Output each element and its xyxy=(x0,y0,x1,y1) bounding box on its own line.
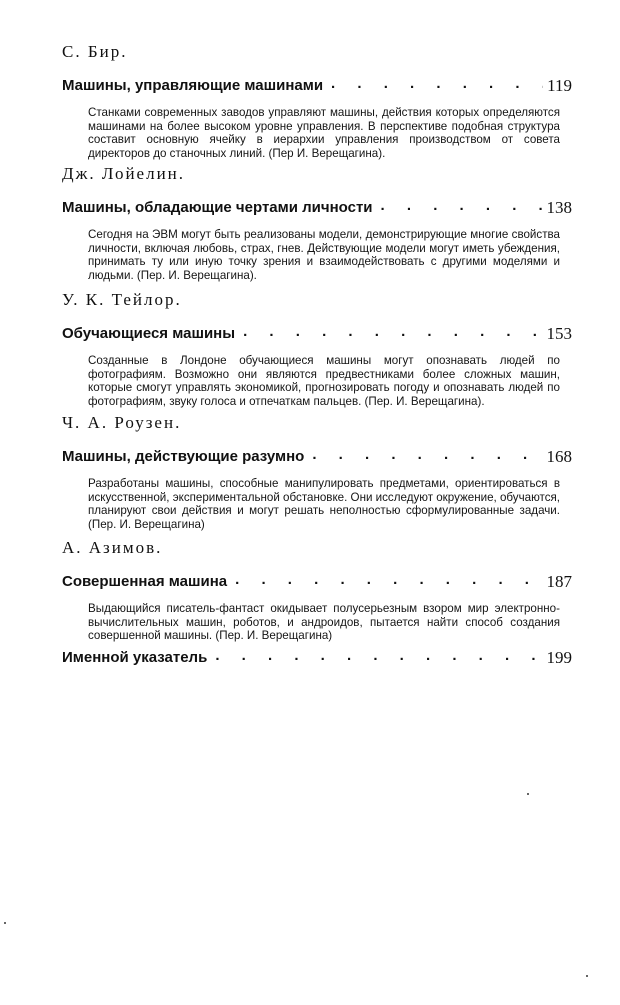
index-title[interactable]: Именной указатель xyxy=(62,649,208,666)
entry-page-number: 153 xyxy=(546,324,572,343)
dot-leader xyxy=(243,325,542,341)
dot-leader xyxy=(312,448,542,464)
entry-summary: Станками современных заводов управляют машины, действия которых определяются машинами на более высоком уровне управления. В перспективе подобная структура составит основную ячейку в иерархии управления производством от совета директоров до станочных линий. (Пер И. Верещагина). xyxy=(88,106,560,160)
entry-page-number: 168 xyxy=(546,447,572,466)
toc-entry-index xyxy=(62,636,572,668)
entry-page-number: 119 xyxy=(547,76,572,95)
entry-title-row[interactable] xyxy=(62,443,572,467)
entry-author: Дж. Лойелин. xyxy=(62,164,186,183)
entry-title[interactable]: Совершенная машина xyxy=(62,573,228,590)
entry-summary: Разработаны машины, способные манипулировать предметами, ориентироваться в искусственной, экспериментальной обстановке. Они исследуют окружение, обучаются, планируют свои действия и могут решать неполностью сформулированные задачи. (Пер. И. Верещагина) xyxy=(88,477,560,531)
toc-entry-asimov xyxy=(62,538,572,643)
entry-title[interactable]: Машины, управляющие машинами xyxy=(62,77,324,94)
toc-entry-taylor xyxy=(62,290,572,408)
toc-entry-bir xyxy=(62,42,572,160)
entry-title-row[interactable] xyxy=(62,194,572,218)
scan-speck xyxy=(527,793,529,795)
entry-title-row[interactable] xyxy=(62,320,572,344)
dot-leader xyxy=(235,573,542,589)
entry-title-row[interactable] xyxy=(62,568,572,592)
entry-summary: Сегодня на ЭВМ могут быть реализованы модели, демонстрирующие многие свойства личности, включая любовь, страх, гнев. Действующие модели могут иметь убеждения, принимать ту или иную точку зрения и взаимодействовать с другими моделями и людьми. (Пер. И. Верещагина). xyxy=(88,228,560,282)
scan-speck xyxy=(4,922,6,924)
scan-speck xyxy=(586,975,588,977)
entry-title-row[interactable] xyxy=(62,644,572,668)
entry-title[interactable]: Обучающиеся машины xyxy=(62,325,236,342)
entry-author: С. Бир. xyxy=(62,42,128,61)
entry-title-row[interactable] xyxy=(62,72,572,96)
toc-entry-loyelin xyxy=(62,164,572,282)
entry-title[interactable]: Машины, действующие разумно xyxy=(62,448,305,465)
entry-page-number: 187 xyxy=(546,572,572,591)
entry-page-number: 138 xyxy=(546,198,572,217)
entry-summary: Созданные в Лондоне обучающиеся машины могут опознавать людей по фотографиям. Возможно они являются предвестниками более сложных машин, которые смогут управлять экономикой, прогнозировать погоду и опознавать людей по фотографиям, звуку голоса и отпечаткам пальцев. (Пер. И. Верещагина). xyxy=(88,354,560,408)
dot-leader xyxy=(215,649,542,665)
dot-leader xyxy=(381,199,543,215)
entry-title[interactable]: Машины, обладающие чертами личности xyxy=(62,199,373,216)
entry-summary: Выдающийся писатель-фантаст окидывает полусерьезным взором мир электронно-вычислительных машин, роботов, и андроидов, пытается найти способ создания совершенной машины. (Пер. И. Верещагина) xyxy=(88,602,560,642)
entry-author: А. Азимов. xyxy=(62,538,163,557)
entry-author: Ч. А. Роузен. xyxy=(62,413,182,432)
toc-entry-rosen xyxy=(62,413,572,531)
entry-author: У. К. Тейлор. xyxy=(62,290,182,309)
index-page-number: 199 xyxy=(546,648,572,667)
dot-leader xyxy=(331,77,543,93)
